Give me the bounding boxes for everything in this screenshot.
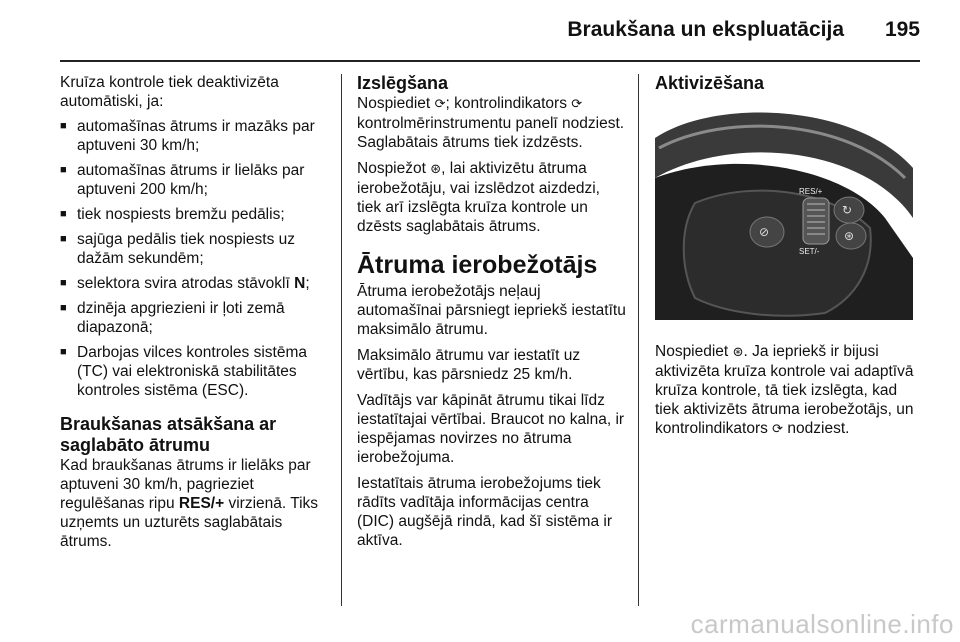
deactivation-list (60, 117, 328, 400)
resume-text (60, 456, 328, 551)
selector-text: selektora svira atrodas stāvoklī (77, 275, 290, 292)
speed-limiter-icon: ⊛ (430, 162, 442, 177)
dial-label-top: RES/+ (799, 187, 823, 196)
limiter-paragraph: Maksimālo ātrumu var iestatīt uz vērtību, kas pārsniedz 25 km/h. (357, 347, 581, 383)
resume-text-part: virzienā. Tiks uzņemts un uzturēts saglabātais ātrums. (60, 495, 319, 550)
off-text: , lai aktivizētu ātruma ierobežotāju, vai izslēdzot aizdedzi, tiek arī izslēgta kruīza kontrole un dzēsts saglabātais ātrums. (357, 160, 600, 235)
watermark: carmanualsonline.info (690, 609, 954, 639)
off-text: Nospiežot (357, 160, 426, 177)
off-paragraph-1 (357, 94, 627, 152)
off-paragraph-2 (357, 159, 627, 236)
limiter-paragraph: Iestatītais ātruma ierobežojums tiek rādīts vadītāja informācijas centra (DIC) augšējā rindā, kad šī sistēma ir aktīva. (357, 475, 612, 549)
resume-text-part: Kad braukšanas ātrums ir lielāks par aptuveni 30 km/h, pagrieziet regulēšanas ripu (60, 457, 311, 512)
resume-bold: RES/+ (178, 495, 225, 512)
activation-text: Nospiediet (655, 343, 729, 360)
limiter-paragraph: Vadītājs var kāpināt ātrumu tikai līdz iestatītajai vērtībai. Braucot no kalna, ir iespējamas novirzes no ātruma ierobežojuma. (357, 392, 625, 466)
list-item: ■ sajūga pedālis tiek nospiests uz dažām sekundēm; (60, 230, 328, 268)
activation-paragraph (655, 342, 925, 439)
column-divider-1 (341, 74, 342, 606)
off-heading: Izslēgšana (357, 73, 449, 93)
column-2 (357, 73, 627, 557)
selector-position: N (294, 275, 306, 292)
dial-label-bottom: SET/- (799, 247, 820, 256)
page-header (60, 0, 920, 56)
wheel-button-icon: ⊛ (844, 229, 855, 243)
intro-text: Kruīza kontrole tiek deaktivizēta automātiski, ja: (60, 74, 279, 110)
activation-text: nodziest. (787, 420, 850, 437)
list-item: ■ automašīnas ātrums ir lielāks par aptuveni 200 km/h; (60, 161, 328, 199)
speed-limiter-icon: ⊛ (732, 345, 744, 360)
selector-end: ; (305, 275, 310, 292)
column-1 (60, 73, 328, 558)
list-item: ■ automašīnas ātrums ir mazāks par aptuveni 30 km/h; (60, 117, 328, 155)
off-text: ; kontrolindikators (445, 95, 567, 112)
list-item: ■ tiek nospiests bremžu pedālis; (60, 205, 328, 224)
wheel-button-icon: ↻ (842, 203, 853, 217)
page-number: 195 (884, 18, 920, 41)
steering-wheel-illustration (655, 108, 913, 320)
off-text: Nospiediet (357, 95, 431, 112)
list-item: ■ dzinēja apgriezieni ir ļoti zemā diapazonā; (60, 299, 328, 337)
column-3 (655, 73, 925, 446)
cruise-control-icon: ⟳ (434, 97, 446, 112)
header-rule (60, 60, 920, 62)
limiter-paragraph: Ātruma ierobežotājs neļauj automašīnai pārsniegt iepriekš iestatītu maksimālo ātrumu. (357, 283, 626, 338)
list-item: ■ Darbojas vilces kontroles sistēma (TC) vai elektroniskā stabilitātes kontroles sistēma (ESC). (60, 343, 328, 400)
resume-heading: Braukšanas atsākšana ar saglabāto ātrumu (60, 414, 277, 455)
header-title: Braukšana un ekspluatācija (567, 18, 844, 41)
list-item (60, 274, 328, 293)
cruise-indicator-icon: ⟳ (772, 422, 784, 437)
cruise-indicator-icon: ⟳ (571, 97, 583, 112)
off-text: kontrolmērinstrumentu panelī nodziest. Saglabātais ātrums tiek izdzēsts. (357, 115, 625, 151)
wheel-button-icon: ⊘ (759, 225, 770, 239)
activation-text: . Ja iepriekš ir bijusi aktivizēta kruīza kontrole vai adaptīvā kruīza kontrole, tā tiek izslēgta, kad tiek aktivizēts ātruma ierobežotājs, un kontrolindikators (655, 343, 914, 437)
column-divider-2 (638, 74, 639, 606)
activation-heading: Aktivizēšana (655, 73, 765, 93)
limiter-heading: Ātruma ierobežotājs (357, 251, 598, 279)
